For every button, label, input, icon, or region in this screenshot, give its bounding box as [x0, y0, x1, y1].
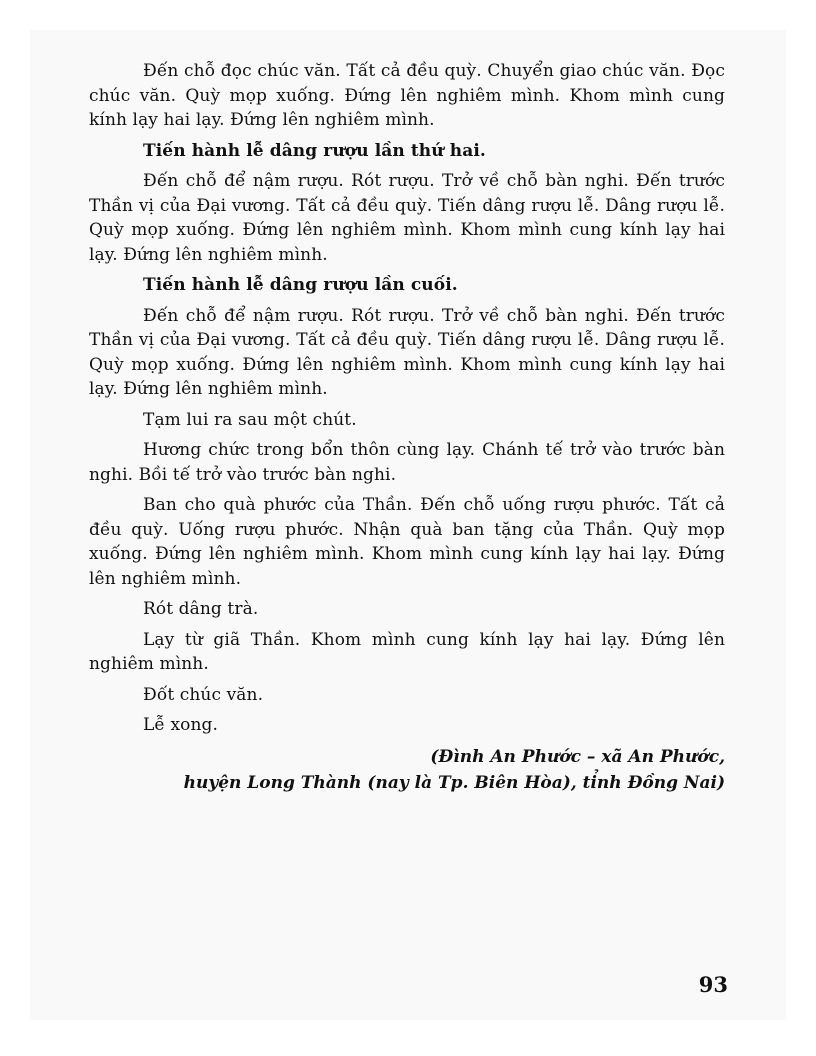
paragraph-burn-prayer: Đốt chúc văn.	[143, 684, 264, 705]
paragraph-final-offering: Đến chỗ để nậm rượu. Rót rượu. Trở về chỗ bàn nghi. Đến trước Thần vị của Đại vương. Tất cả đều quỳ. Tiến dâng rượu lễ. Dâng rượu lễ. Quỳ mọp xuống. Đứng lên nghiêm mình. Khom mình cung kính lạy hai lạy. Đứng lên nghiêm mình.	[89, 305, 725, 399]
document-body	[89, 59, 725, 796]
paragraph-step-back: Tạm lui ra sau một chút.	[143, 409, 357, 430]
paragraph-tea: Rót dâng trà.	[143, 599, 259, 619]
paragraph-second-offering: Đến chỗ để nậm rượu. Rót rượu. Trở về chỗ bàn nghi. Đến trước Thần vị của Đại vương. Tất cả đều quỳ. Tiến dâng rượu lễ. Dâng rượu lễ. Quỳ mọp xuống. Đứng lên nghiêm mình. Khom mình cung kính lạy hai lạy. Đứng lên nghiêm mình.	[89, 171, 725, 265]
paragraph-farewell: Lạy từ giã Thần. Khom mình cung kính lạy hai lạy. Đứng lên nghiêm mình.	[89, 629, 725, 674]
paragraph-blessing: Ban cho quà phước của Thần. Đến chỗ uống rượu phước. Tất cả đều quỳ. Uống rượu phước. Nhận quà ban tặng của Thần. Quỳ mọp xuống. Đứng lên nghiêm mình. Khom mình cung kính lạy hai lạy. Đứng lên nghiêm mình.	[89, 495, 725, 589]
paragraph-end: Lễ xong.	[143, 715, 219, 735]
paragraph-village-officials: Hương chức trong bổn thôn cùng lạy. Chánh tế trở vào trước bàn nghi. Bồi tế trở vào trước bàn nghi.	[89, 440, 725, 485]
heading-final-offering: Tiến hành lễ dâng rượu lần cuối.	[143, 275, 458, 295]
source-line-1: (Đình An Phước – xã An Phước,	[430, 746, 725, 767]
source-citation	[89, 744, 725, 796]
paragraph-reading-prayer: Đến chỗ đọc chúc văn. Tất cả đều quỳ. Chuyển giao chúc văn. Đọc chúc văn. Quỳ mọp xuống. Đứng lên nghiêm mình. Khom mình cung kính lạy hai lạy. Đứng lên nghiêm mình.	[89, 61, 725, 130]
heading-second-offering: Tiến hành lễ dâng rượu lần thứ hai.	[143, 140, 486, 161]
page-number: 93	[698, 972, 728, 997]
source-line-2: huyện Long Thành (nay là Tp. Biên Hòa), tỉnh Đồng Nai)	[183, 772, 725, 793]
